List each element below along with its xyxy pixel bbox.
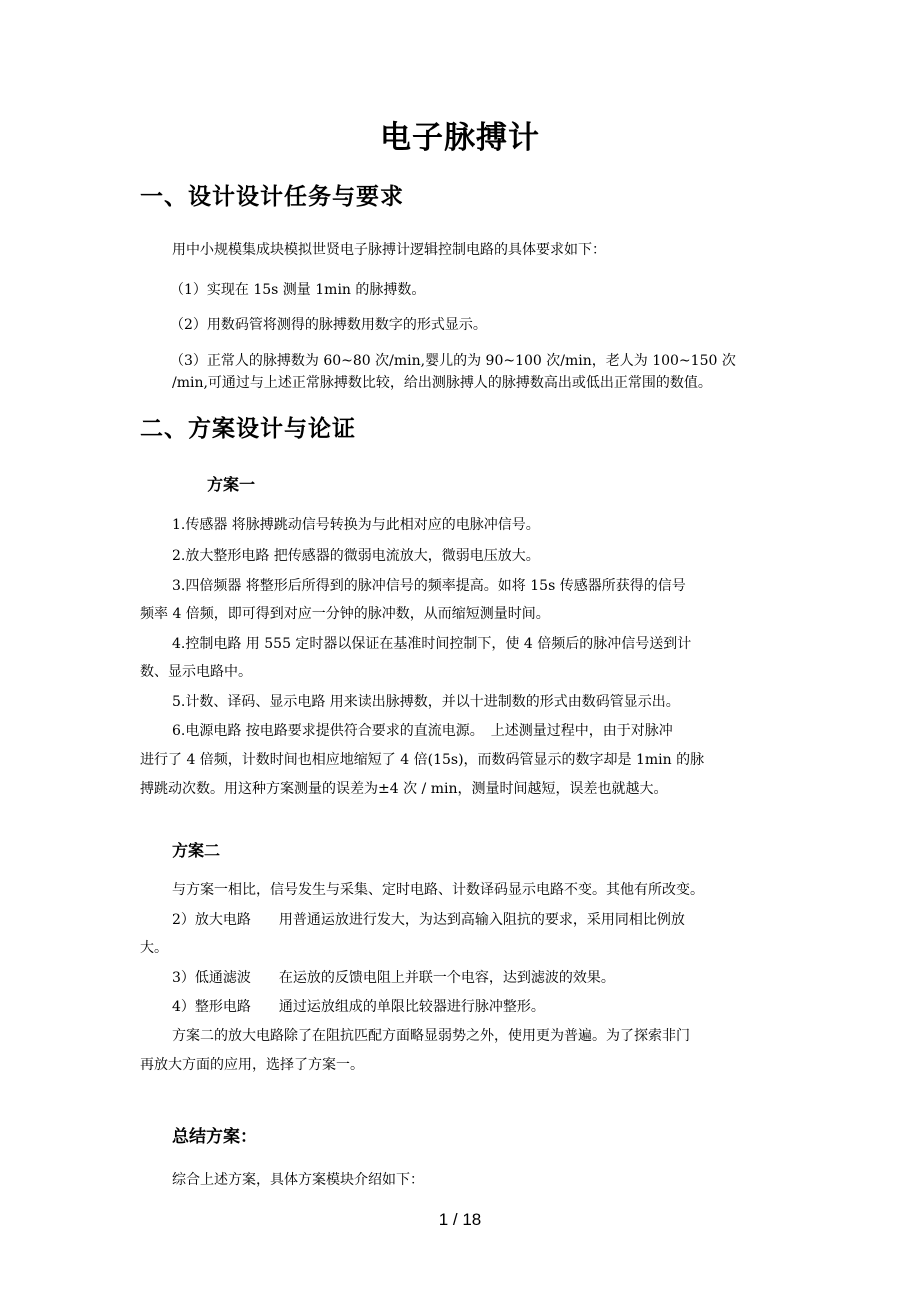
plan-1-heading: 方案一 [207,475,256,494]
plan-1-item-6-line-1: 6.电源电路 按电路要求提供符合要求的直流电源。 上述测量过程中，由于对脉冲 [172,723,673,739]
requirement-2: （2）用数码管将测得的脉搏数用数字的形式显示。 [170,317,487,333]
section-1-heading: 一、设计设计任务与要求 [140,184,404,210]
section-1-intro: 用中小规模集成块模拟世贤电子脉搏计逻辑控制电路的具体要求如下： [172,242,606,258]
plan-1-item-1: 1.传感器 将脉搏跳动信号转换为与此相对应的电脉冲信号。 [172,517,540,533]
plan-1-item-5: 5.计数、译码、显示电路 用来读出脉搏数，并以十进制数的形式由数码管显示出。 [172,694,680,710]
plan-2-item-2-line-2: 大。 [140,940,168,956]
plan-1-item-6-line-2: 进行了 4 倍频，计数时间也相应地缩短了 4 倍(15s)，而数码管显示的数字却是 1min 的脉 [140,752,705,768]
section-2-heading: 二、方案设计与论证 [140,416,356,442]
plan-2-item-4 [172,997,545,1017]
plan-1-item-3-line-1: 3.四倍频器 将整形后所得到的脉冲信号的频率提高。如将 15s 传感器所获得的信号 [172,578,686,594]
plan-2-item-2-label: 2）放大电路 [172,912,251,928]
plan-1-item-2: 2.放大整形电路 把传感器的微弱电流放大，微弱电压放大。 [172,548,540,564]
plan-1-item-4-line-1: 4.控制电路 用 555 定时器以保证在基准时间控制下，使 4 倍频后的脉冲信号送到计 [172,636,692,652]
plan-1-item-6-line-3: 搏跳动次数。用这种方案测量的误差为±4 次 / min，测量时间越短，误差也就越大。 [140,781,668,797]
plan-1-item-4-line-2: 数、显示电路中。 [140,664,252,680]
requirement-3-line-2: /min,可通过与上述正常脉搏数比较，给出测脉搏人的脉搏数高出或低出正常围的数值。 [172,375,712,391]
summary-heading: 总结方案： [172,1127,257,1147]
requirement-1: （1）实现在 15s 测量 1min 的脉搏数。 [170,282,426,298]
plan-2-item-4-text: 通过运放组成的单限比较器进行脉冲整形。 [278,999,545,1015]
plan-1-item-3-line-2: 频率 4 倍频，即可得到对应一分钟的脉冲数，从而缩短测量时间。 [140,606,550,622]
plan-2-item-2 [172,910,685,930]
requirement-3-line-1: （3）正常人的脉搏数为 60~80 次/min,婴儿的为 90~100 次/min，老人为 100~150 次 [170,353,736,369]
plan-2-conclusion-line-1: 方案二的放大电路除了在阻抗匹配方面略显弱势之外，使用更为普遍。为了探索非门 [172,1028,690,1044]
page-number: 1 / 18 [438,1210,482,1229]
plan-2-intro: 与方案一相比，信号发生与采集、定时电路、计数译码显示电路不变。其他有所改变。 [172,882,704,898]
plan-2-item-3 [172,968,615,988]
plan-2-heading: 方案二 [172,841,221,860]
document-title: 电子脉搏计 [380,120,540,156]
summary-text: 综合上述方案，具体方案模块介绍如下： [172,1172,424,1188]
plan-2-item-3-text: 在运放的反馈电阻上并联一个电容，达到滤波的效果。 [278,970,615,986]
plan-2-item-4-label: 4）整形电路 [172,999,251,1015]
plan-2-conclusion-line-2: 再放大方面的应用，选择了方案一。 [140,1057,364,1073]
plan-2-item-3-label: 3）低通滤波 [172,970,251,986]
plan-2-item-2-text: 用普通运放进行发大，为达到高输入阻抗的要求，采用同相比例放 [278,912,685,928]
